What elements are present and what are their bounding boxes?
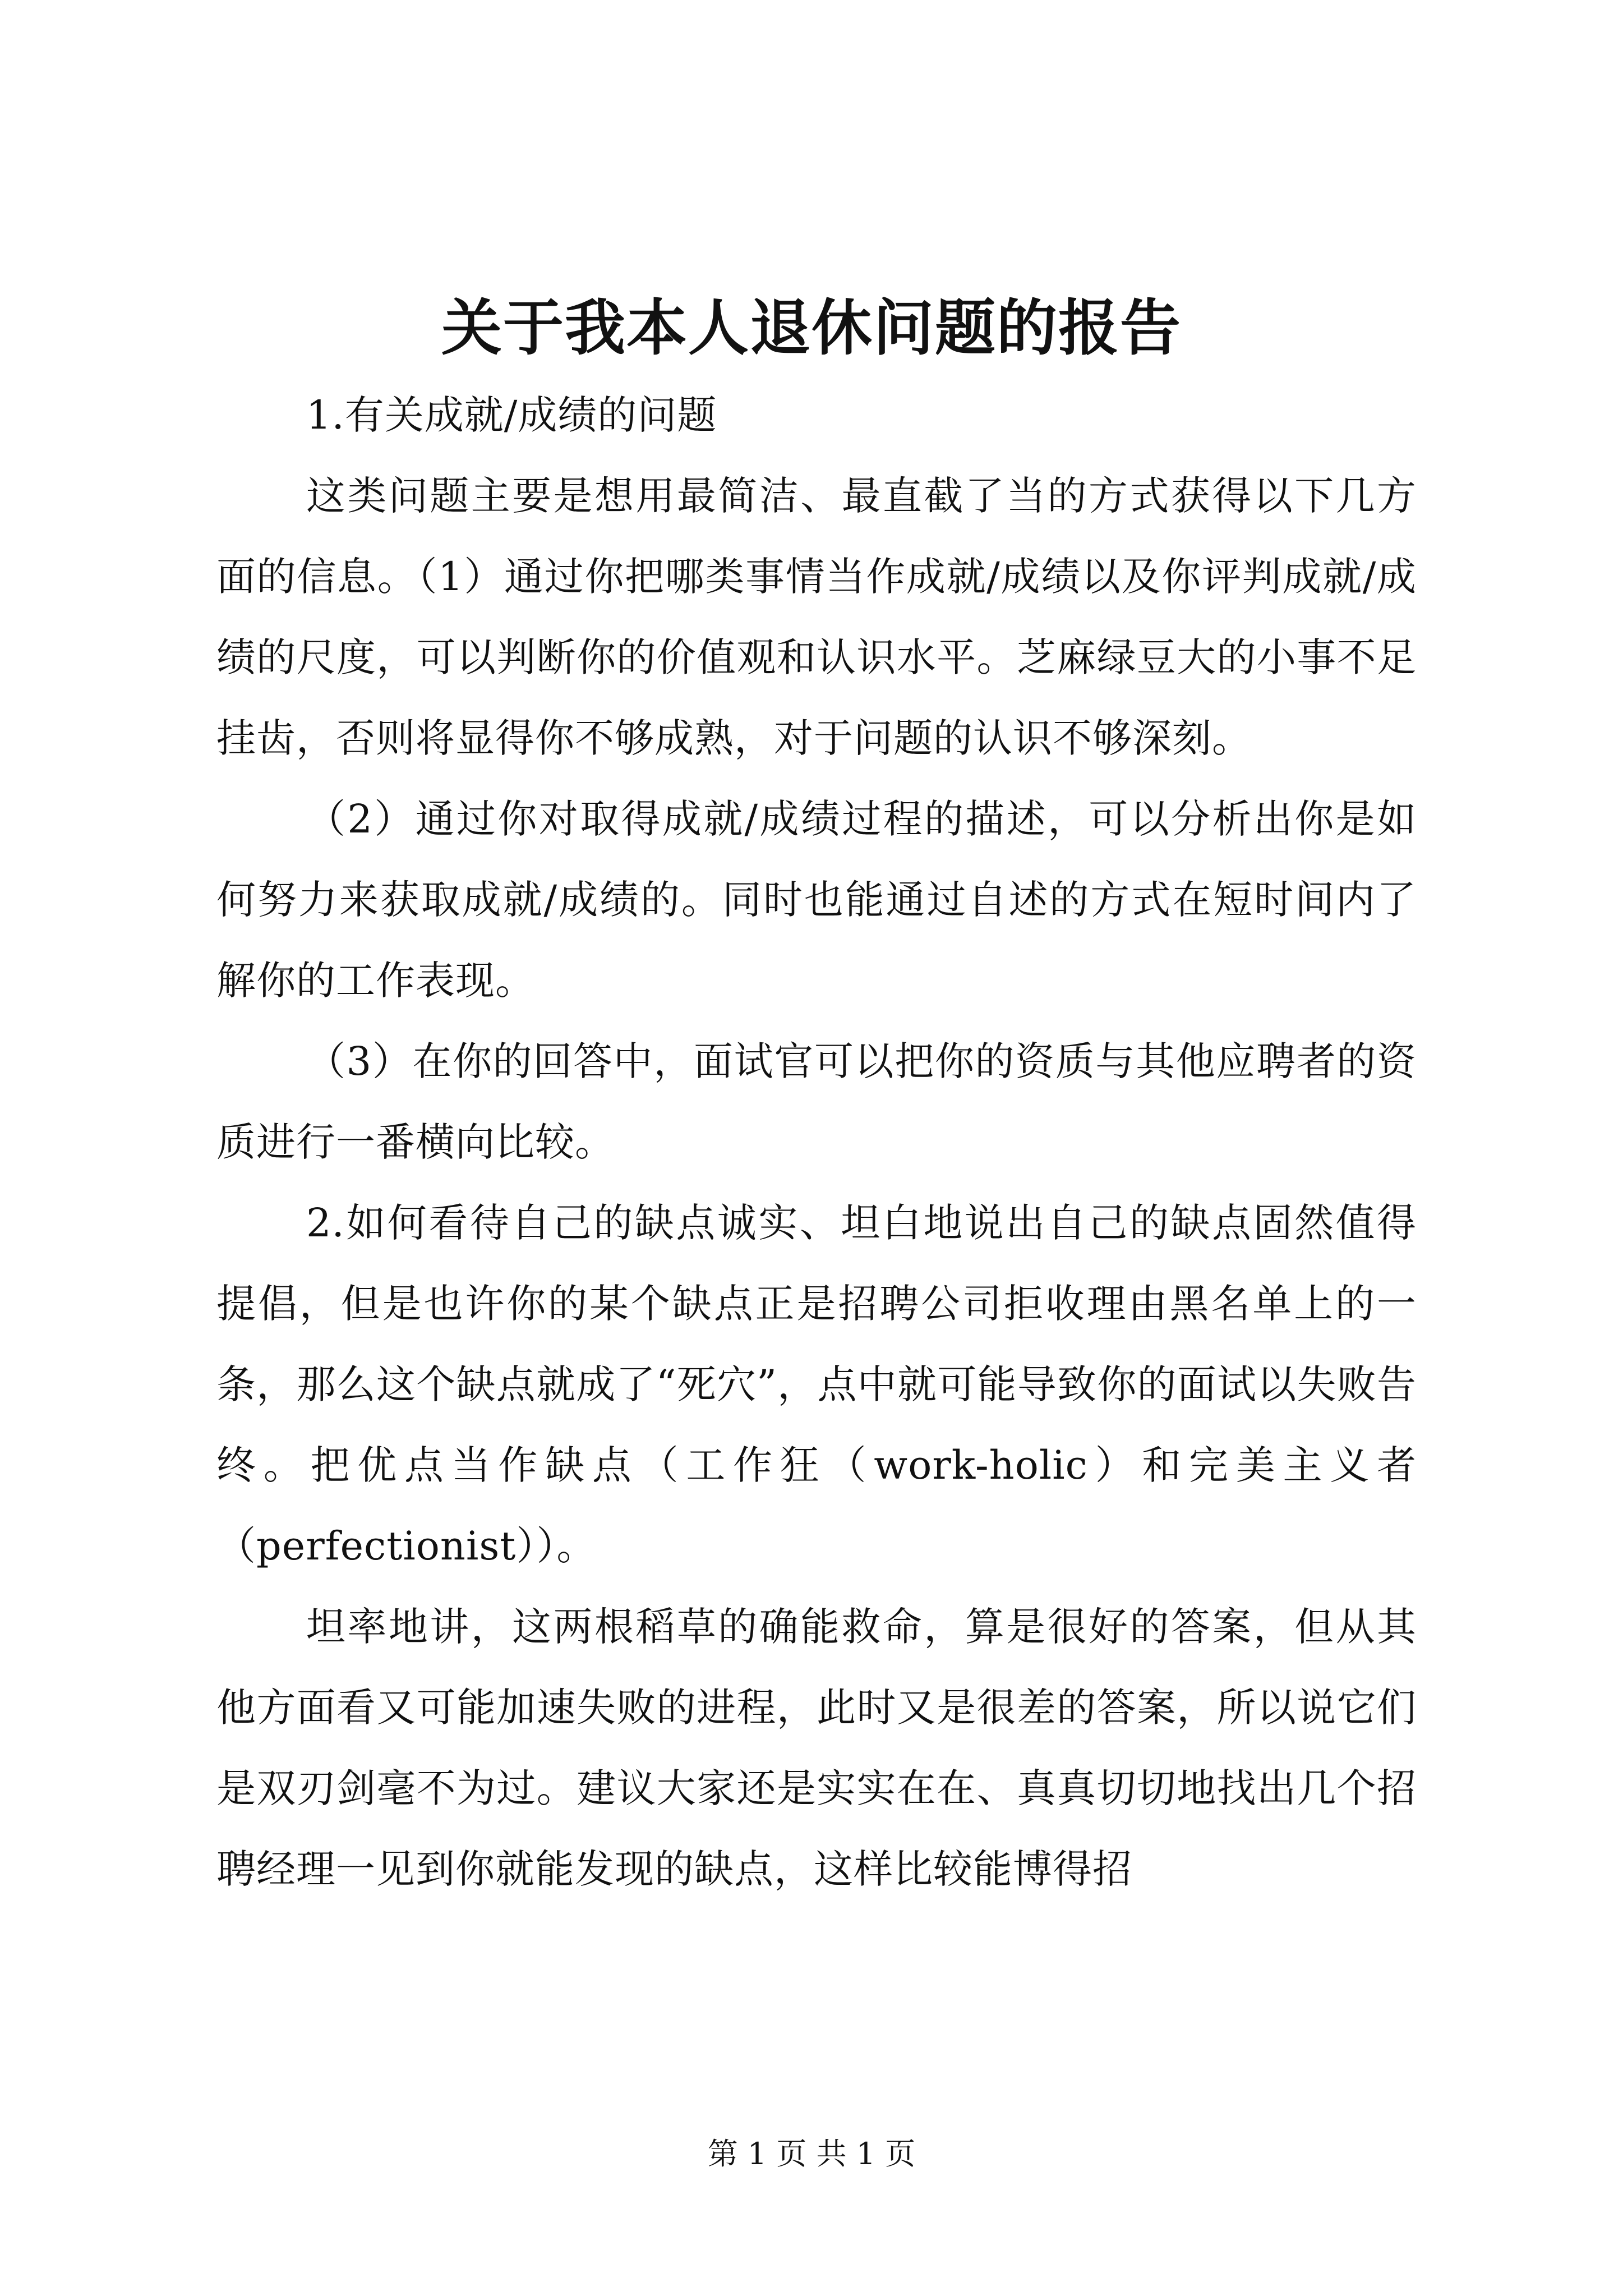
paragraph-heading-1: 1.有关成就/成绩的问题: [306, 392, 717, 438]
paragraph-5: 坦率地讲，这两根稻草的确能救命，算是很好的答案，但从其他方面看又可能加速失败的进程，此时又是很差的答案，所以说它们是双刃剑毫不为过。建议大家还是实实在在、真真切切地找出几个招聘经理一见到你就能发现的缺点，这样比较能博得招: [216, 1604, 1417, 1892]
document-title: 关于我本人退休问题的报告: [441, 293, 1182, 364]
document-body: [216, 375, 1417, 1910]
page-number-footer: 第 1 页 共 1 页: [707, 2136, 916, 2171]
paragraph-2: （2）通过你对取得成就/成绩过程的描述，可以分析出你是如何努力来获取成就/成绩的。同时也能通过自述的方式在短时间内了解你的工作表现。: [216, 796, 1417, 1004]
paragraph-1: 这类问题主要是想用最简洁、最直截了当的方式获得以下几方面的信息。（1）通过你把哪类事情当作成就/成绩以及你评判成就/成绩的尺度，可以判断你的价值观和认识水平。芝麻绿豆大的小事不足挂齿，否则将显得你不够成熟，对于问题的认识不够深刻。: [216, 473, 1417, 761]
paragraph-3: （3）在你的回答中，面试官可以把你的资质与其他应聘者的资质进行一番横向比较。: [216, 1038, 1417, 1165]
paragraph-4: 2.如何看待自己的缺点诚实、坦白地说出自己的缺点固然值得提倡，但是也许你的某个缺点正是招聘公司拒收理由黑名单上的一条，那么这个缺点就成了“死穴”，点中就可能导致你的面试以失败告终。把优点当作缺点（工作狂（work-holic）和完美主义者（perfectionist））。: [216, 1200, 1417, 1569]
